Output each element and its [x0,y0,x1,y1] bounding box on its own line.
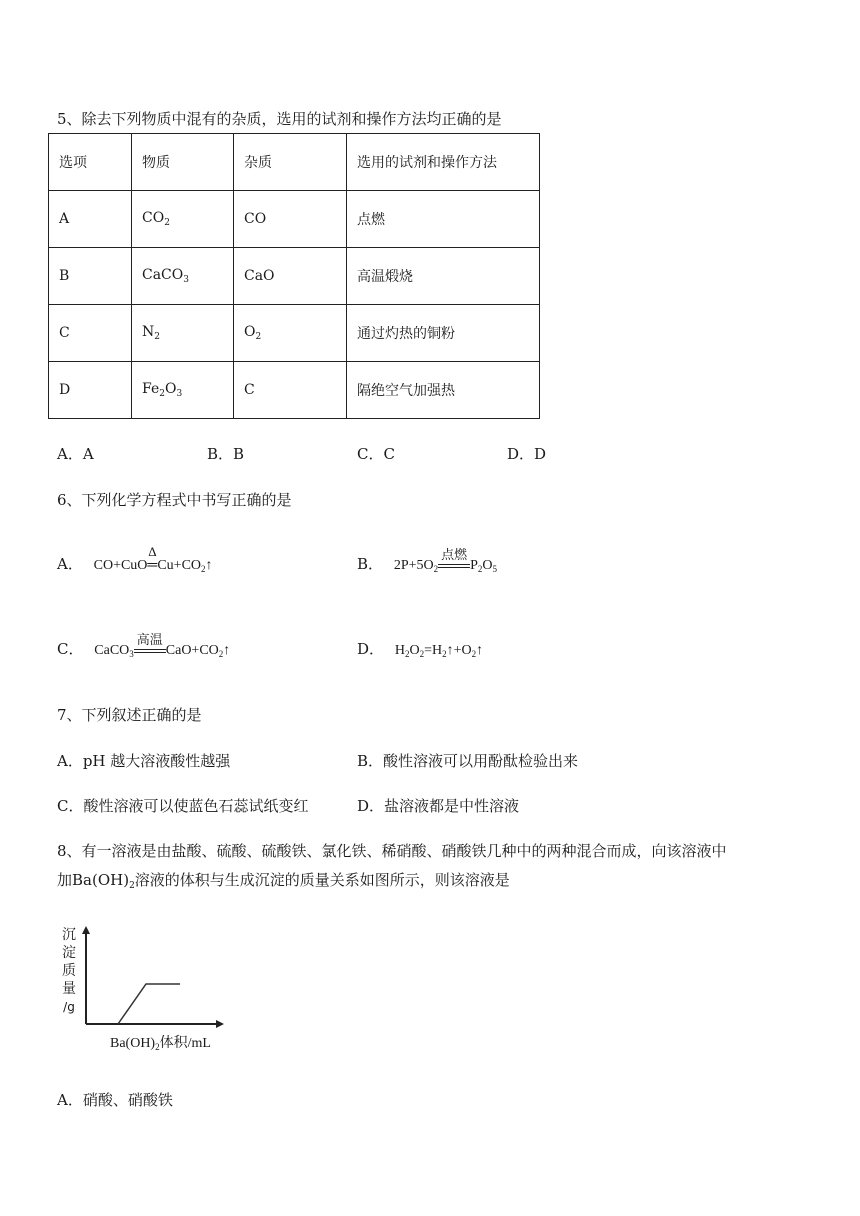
method-cell: 隔绝空气加强热 [347,362,540,419]
method-cell: 通过灼热的铜粉 [347,305,540,362]
substance-cell: $N_2$ [132,305,234,362]
impurity-cell: C [234,362,347,419]
header-cell: 物质 [132,134,234,191]
q6-stem: 6、下列化学方程式中书写正确的是 [57,491,292,509]
substance-cell: CaCO$_3$ [132,248,234,305]
q5-choice-d[interactable]: D．D [507,445,547,463]
table-row [49,362,540,419]
table-row [49,248,540,305]
table-row [49,191,540,248]
option-cell: C [49,305,132,362]
option-cell: D [49,362,132,419]
q5-choice-b[interactable]: B．B [207,445,245,463]
precipitate-curve [118,984,180,1024]
impurity-cell: CaO [234,248,347,305]
impurity-cell: $O_2$ [234,305,347,362]
q7-choice-d[interactable]: D．盐溶液都是中性溶液 [357,797,520,815]
q5-stem: 5、除去下列物质中混有的杂质，选用的试剂和操作方法均正确的是 [57,110,502,128]
substance-cell: $Fe_2O_3$ [132,362,234,419]
method-cell: 高温煅烧 [347,248,540,305]
q6-choice-a[interactable]: A． CO+CuO Δ $═Cu+CO_2↑$ [57,544,213,574]
q7-choice-a[interactable]: A．pH 越大溶液酸性越强 [57,752,231,770]
impurity-cell: CO [234,191,347,248]
q5-choice-a[interactable]: A．A [57,445,94,463]
graph-x-label: $Ba(OH)_2$体积/mL [110,1036,211,1052]
y-axis-arrow [82,926,90,934]
table-header-row [49,134,540,191]
q8-stem-line2: 加$Ba(OH)_2$溶液的体积与生成沉淀的质量关系如图所示，则该溶液是 [57,871,510,891]
q5-choice-c[interactable]: C．C [357,445,395,463]
option-cell: B [49,248,132,305]
q6-choice-d[interactable]: D． $H_2O_2=H_2↑+O_2↑$ [357,640,484,659]
graph-y-label: 沉 淀 质 量 /g [62,927,76,1014]
header-cell: 杂质 [234,134,347,191]
q7-stem: 7、下列叙述正确的是 [57,706,202,724]
q7-choice-b[interactable]: B．酸性溶液可以用酚酞检验出来 [357,752,579,770]
q8-choice-a[interactable]: A．硝酸、硝酸铁 [57,1091,173,1109]
x-axis-arrow [216,1020,224,1028]
q7-choice-c[interactable]: C．酸性溶液可以使蓝色石蕊试纸变红 [57,797,309,815]
header-cell: 选用的试剂和操作方法 [347,134,540,191]
q6-choice-c[interactable]: C． CaCO$_3$ 高温 $CaO+CO_2↑$ [57,632,231,659]
precipitate-graph [56,924,226,1054]
option-cell: A [49,191,132,248]
q5-options-table [48,133,540,419]
header-cell: 选项 [49,134,132,191]
table-row [49,305,540,362]
q6-choice-b[interactable]: B． $2P+5O_2$ 点燃 $P_2O_5$ [357,547,498,574]
q8-stem-line1: 8、有一溶液是由盐酸、硫酸、硫酸铁、氯化铁、稀硝酸、硝酸铁几种中的两种混合而成，向该溶液中 [57,842,727,860]
substance-cell: $CO_2$ [132,191,234,248]
method-cell: 点燃 [347,191,540,248]
